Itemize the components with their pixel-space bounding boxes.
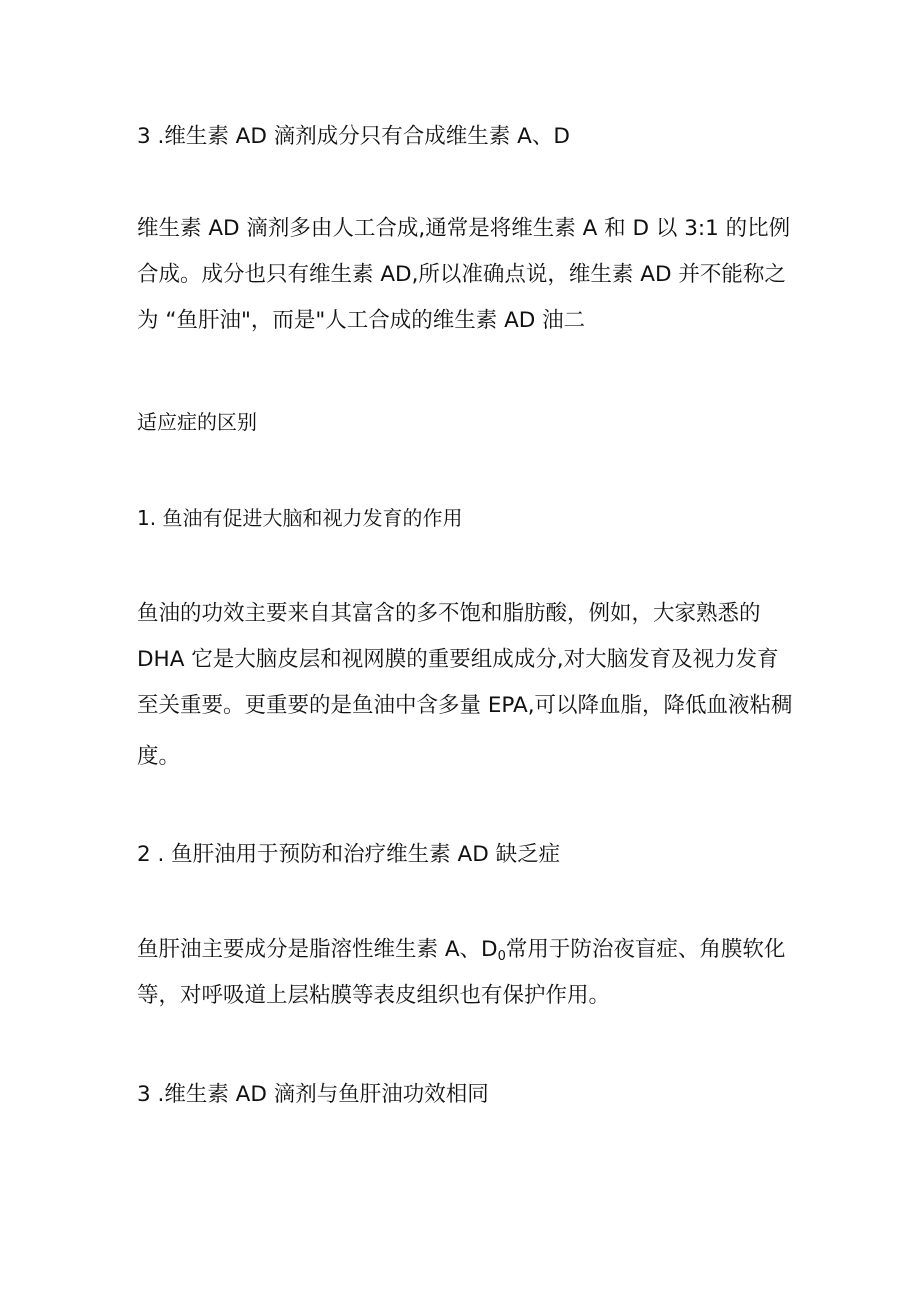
text: 常用于防治夜盲症、角膜软化 bbox=[505, 937, 786, 962]
heading-cod-liver-oil: 2 . 鱼肝油用于预防和治疗维生素 AD 缺乏症 bbox=[137, 842, 561, 867]
paragraph-line: 鱼油的功效主要来自其富含的多不饱和脂肪酸，例如，大家熟悉的 bbox=[137, 601, 761, 626]
subscript: 0 bbox=[497, 949, 506, 964]
section-title: 适应症的区别 bbox=[137, 410, 257, 434]
paragraph-line: 维生素 AD 滴剂多由人工合成,通常是将维生素 A 和 D 以 3:1 的比例 bbox=[137, 216, 791, 241]
paragraph-line: 合成。成分也只有维生素 AD,所以准确点说，维生素 AD 并不能称之 bbox=[137, 262, 786, 287]
paragraph-line: 度。 bbox=[137, 744, 181, 769]
paragraph-line: 为 “鱼肝油"，而是"人工合成的维生素 AD 油二 bbox=[137, 308, 586, 333]
heading-fish-oil: 1. 鱼油有促进大脑和视力发育的作用 bbox=[137, 506, 463, 530]
paragraph-line: DHA 它是大脑皮层和视网膜的重要组成成分,对大脑发育及视力发育 bbox=[137, 647, 779, 672]
heading-vitamin-ad-ingredients: 3 .维生素 AD 滴剂成分只有合成维生素 A、D bbox=[137, 124, 570, 149]
paragraph-line: 至关重要。更重要的是鱼油中含多量 EPA,可以降血脂，降低血液粘稠 bbox=[137, 693, 793, 718]
paragraph-line: 等，对呼吸道上层粘膜等表皮组织也有保护作用。 bbox=[137, 983, 611, 1008]
heading-same-efficacy: 3 .维生素 AD 滴剂与鱼肝油功效相同 bbox=[137, 1082, 489, 1107]
paragraph-line bbox=[137, 936, 785, 971]
text: 鱼肝油主要成分是脂溶性维生素 A、D bbox=[137, 937, 498, 962]
